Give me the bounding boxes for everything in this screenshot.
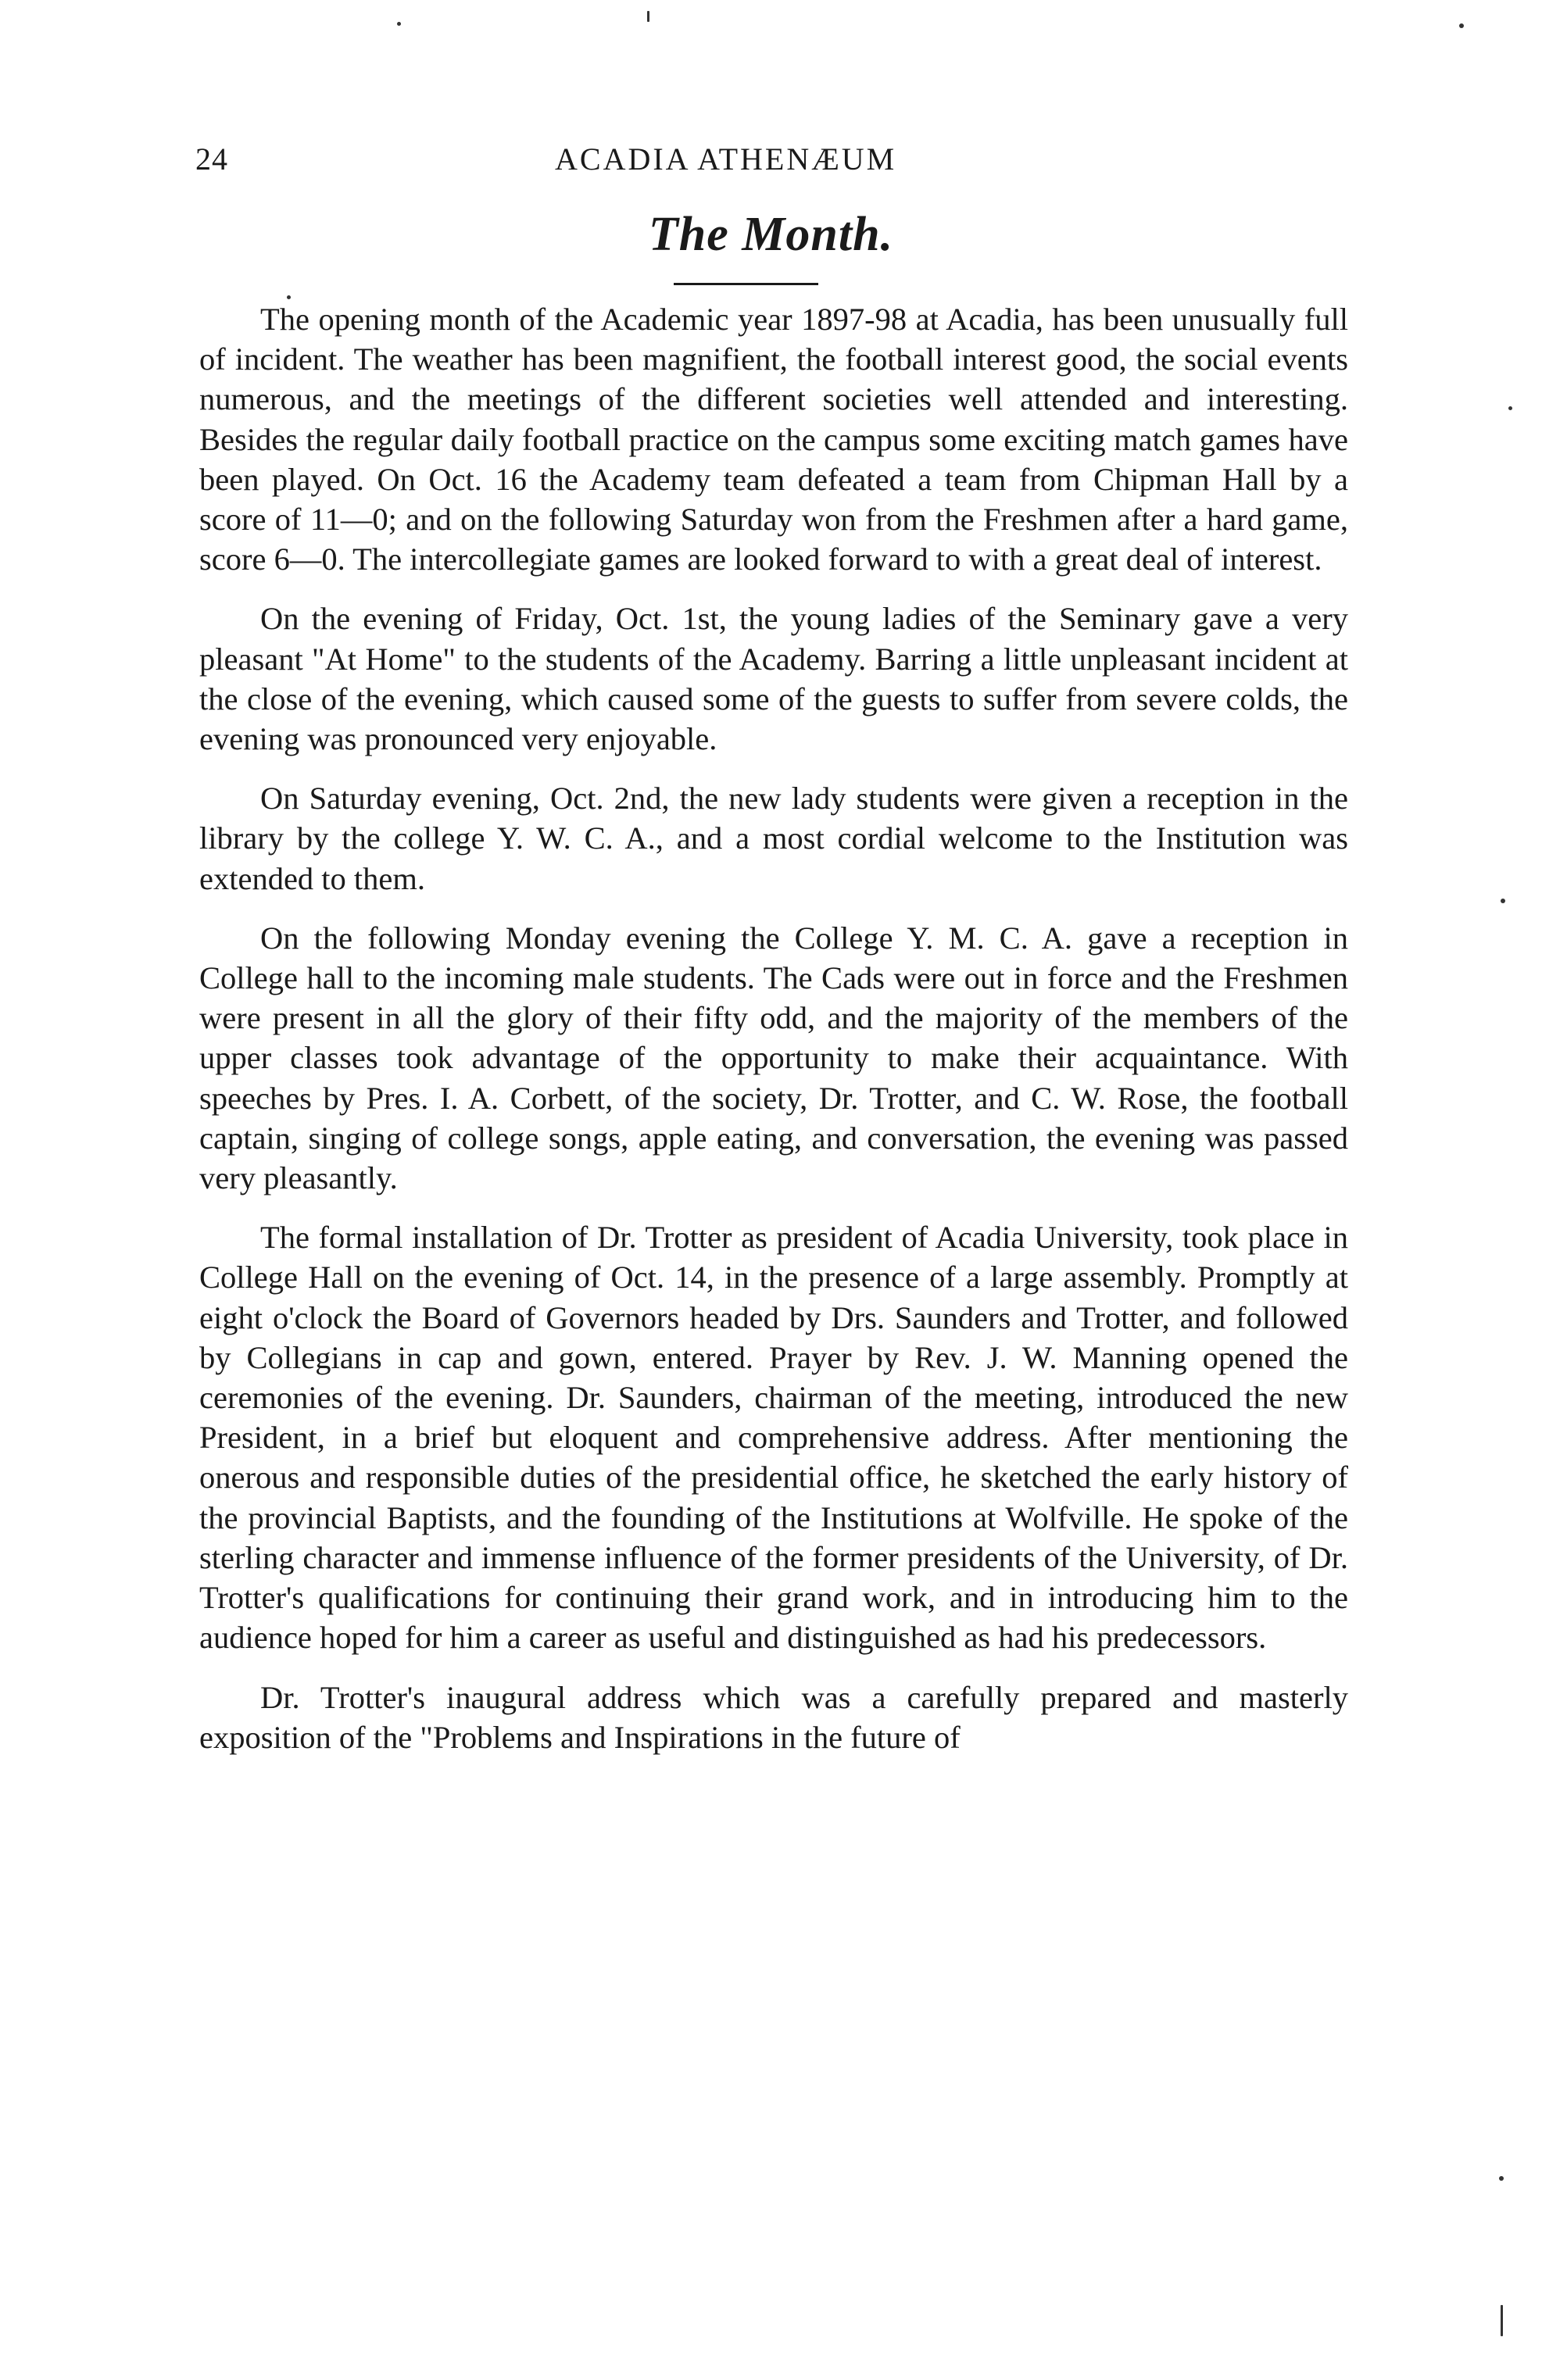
running-head [195,141,1360,188]
article-body [199,299,1348,1777]
page-number: 24 [195,141,228,177]
scan-speck [287,295,291,299]
paragraph-ywca-reception: On Saturday evening, Oct. 2nd, the new lady students were given a reception in the library by the college Y. W. C. A., and a most cordial welcome to the Institution was extended to them. [199,781,1348,896]
scan-speck [1499,2176,1504,2181]
title-rule [674,283,818,285]
paragraph-opening-month: The opening month of the Academic year 1897-98 at Acadia, has been unusually full of incident. The weather has been magnifient, the football interest good, the social events numerous, and the meetings of the different societies well attended and interesting. Besides the regular daily football practice on the campus some exciting match games have been played. On Oct. 16 the Academy team defeated a team from Chipman Hall by a score of 11—0; and on the following Saturday won from the Freshmen after a hard game, score 6—0. The intercollegiate games are looked forward to with a great deal of interest. [199,302,1348,577]
paragraph-inaugural-address: Dr. Trotter's inaugural address which was a carefully prepared and masterly exposition of the "Problems and Inspirations in the future of [199,1679,1348,1755]
paragraph-installation: The formal installation of Dr. Trotter as president of Acadia University, took place in College Hall on the evening of Oct. 14, in the presence of a large assembly. Promptly at eight o'clock the Board of Governors headed by Drs. Saunders and Trotter, and followed by Collegians in cap and gown, entered. Prayer by Rev. J. W. Manning opened the ceremonies of the evening. Dr. Saunders, chairman of the meeting, introduced the new President, in a brief but eloquent and comprehensive address. After mentioning the onerous and responsible duties of the presidential office, he sketched the early history of the provincial Baptists, and the founding of the Institutions at Wolfville. He spoke of the sterling character and immense influence of the former presidents of the University, of Dr. Trotter's qualifications for continuing their grand work, and in introducing him to the audience hoped for him a career as useful and distinguished as had his predecessors. [199,1220,1348,1656]
paragraph-seminary-at-home: On the evening of Friday, Oct. 1st, the young ladies of the Seminary gave a very pleasant "At Home" to the students of the Academy. Barring a little unpleasant incident at the close of the evening, which caused some of the guests to suffer from severe colds, the evening was pronounced very enjoyable. [199,601,1348,757]
scan-speck [1501,2305,1503,2336]
scan-speck [1508,406,1512,410]
scan-speck [647,11,649,22]
scan-speck [1501,899,1505,903]
scan-speck [397,22,401,26]
section-title: The Month. [648,208,894,261]
scan-speck [1459,23,1464,28]
paragraph-ymca-reception: On the following Monday evening the College Y. M. C. A. gave a reception in College hall to the incoming male students. The Cads were out in force and the Freshmen were present in all the glory of their fifty odd, and the majority of the members of the upper classes took advantage of the opportunity to make their acquaintance. With speeches by Pres. I. A. Corbett, of the society, Dr. Trotter, and C. W. Rose, the football captain, singing of college songs, apple eating, and conversation, the evening was passed very pleasantly. [199,920,1348,1196]
journal-title: ACADIA ATHENÆUM [555,141,897,177]
